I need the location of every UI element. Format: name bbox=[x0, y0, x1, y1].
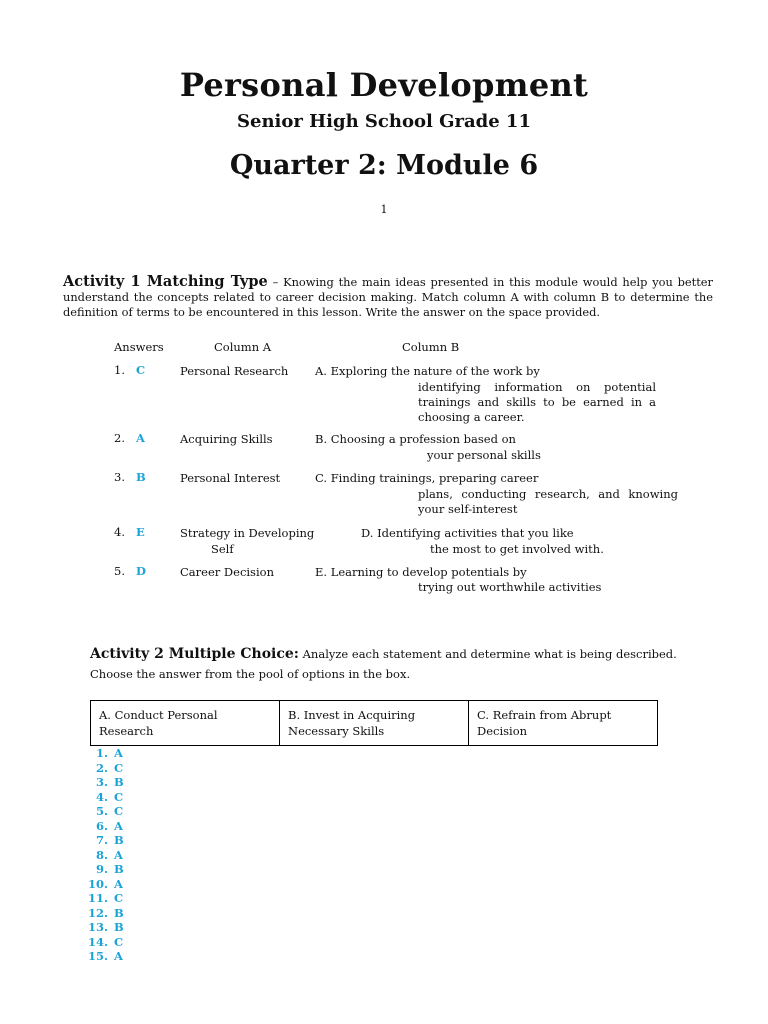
item-number: 14. bbox=[87, 934, 108, 949]
activity2-instructions-line2: Choose the answer from the pool of options in the box. bbox=[90, 667, 411, 681]
item-answer: B bbox=[114, 920, 124, 934]
column-b-definition: A. Exploring the nature of the work by bbox=[315, 364, 540, 378]
item-answer: A bbox=[114, 818, 123, 833]
list-item bbox=[84, 804, 124, 819]
page-number: 1 bbox=[380, 203, 388, 216]
item-number: 6. bbox=[95, 818, 108, 833]
list-item bbox=[84, 833, 124, 848]
column-b-definition-cont: identifying information on potential trainings and skills to be earned in a choosing a career. bbox=[418, 380, 656, 424]
item-answer: A bbox=[114, 876, 123, 891]
activity2-instructions-line1: Analyze each statement and determine what is being described. bbox=[298, 647, 677, 661]
item-answer: B bbox=[114, 862, 124, 876]
column-b-definition: D. Identifying activities that you like bbox=[361, 526, 574, 540]
item-answer: C bbox=[114, 789, 124, 804]
matching-answer: D bbox=[136, 564, 146, 578]
item-answer: B bbox=[114, 833, 124, 847]
option-a: A. Conduct Personal Research bbox=[99, 708, 218, 738]
item-answer: C bbox=[114, 891, 124, 905]
matching-row-number: 3. bbox=[114, 470, 125, 484]
activity2-heading: Activity 2 Multiple Choice: bbox=[90, 646, 299, 662]
document-title: Personal Development bbox=[179, 66, 589, 104]
list-item bbox=[84, 775, 124, 790]
module-heading: Quarter 2: Module 6 bbox=[229, 150, 539, 181]
column-b-definition: B. Choosing a profession based on bbox=[315, 432, 516, 446]
column-b-definition-cont: the most to get involved with. bbox=[430, 542, 604, 556]
item-number: 7. bbox=[95, 833, 108, 847]
activity1-intro bbox=[63, 274, 713, 320]
matching-row-number: 2. bbox=[114, 431, 125, 445]
list-item bbox=[84, 790, 124, 805]
item-number: 2. bbox=[95, 760, 108, 775]
column-b-header: Column B bbox=[402, 340, 460, 354]
item-number: 8. bbox=[95, 847, 108, 862]
list-item bbox=[84, 906, 124, 921]
matching-row-number: 4. bbox=[114, 525, 125, 539]
column-a-term: Personal Research bbox=[180, 364, 289, 378]
list-item bbox=[84, 862, 124, 877]
item-number: 5. bbox=[95, 804, 108, 818]
activity1-instructions: Knowing the main ideas presented in this module would help you better understand the concepts related to career decision making. Match column A with column B to determine the definition of terms to be encountered in this lesson. Write the answer on the space provided. bbox=[63, 275, 713, 319]
column-b-definition: C. Finding trainings, preparing career bbox=[315, 471, 539, 485]
item-number: 15. bbox=[87, 949, 108, 963]
column-a-term: Personal Interest bbox=[180, 471, 281, 485]
matching-answer: B bbox=[136, 470, 146, 484]
list-item bbox=[84, 877, 124, 892]
list-item bbox=[84, 920, 124, 935]
matching-answer: C bbox=[136, 363, 146, 377]
list-item bbox=[84, 935, 124, 950]
matching-answer: E bbox=[136, 525, 145, 539]
option-c: C. Refrain from Abrupt Decision bbox=[468, 701, 657, 745]
activity2-heading-line bbox=[90, 646, 677, 662]
list-item bbox=[84, 746, 124, 761]
item-number: 10. bbox=[87, 876, 108, 891]
column-a-term: Strategy in Developing bbox=[180, 526, 315, 540]
list-item bbox=[84, 761, 124, 776]
list-item bbox=[84, 949, 124, 964]
document-subtitle: Senior High School Grade 11 bbox=[237, 111, 531, 132]
item-number: 12. bbox=[87, 905, 108, 920]
matching-row-number: 5. bbox=[114, 564, 125, 578]
item-answer: A bbox=[114, 746, 123, 760]
column-b-definition-cont: trying out worthwhile activities bbox=[418, 580, 602, 594]
matching-answer: A bbox=[136, 431, 145, 445]
item-answer: A bbox=[114, 847, 123, 862]
column-a-term: Career Decision bbox=[180, 565, 274, 579]
item-number: 11. bbox=[87, 891, 108, 905]
item-answer: A bbox=[114, 949, 123, 963]
item-answer: B bbox=[114, 775, 124, 789]
item-number: 9. bbox=[95, 862, 108, 876]
column-b-definition-cont: your personal skills bbox=[427, 448, 541, 462]
answers-column-header: Answers bbox=[114, 340, 164, 354]
item-answer: C bbox=[114, 934, 124, 949]
list-item bbox=[84, 891, 124, 906]
matching-row-number: 1. bbox=[114, 363, 125, 377]
column-b-definition: E. Learning to develop potentials by bbox=[315, 565, 527, 579]
column-b-definition-cont: plans, conducting research, and knowing your self-interest bbox=[418, 487, 678, 516]
multiple-choice-answer-list bbox=[84, 746, 124, 964]
option-b: B. Invest in Acquiring Necessary Skills bbox=[279, 701, 468, 745]
list-item bbox=[84, 819, 124, 834]
item-answer: C bbox=[114, 804, 124, 818]
item-number: 1. bbox=[95, 746, 108, 760]
item-number: 3. bbox=[95, 775, 108, 789]
item-number: 4. bbox=[95, 789, 108, 804]
item-answer: C bbox=[114, 760, 124, 775]
item-answer: B bbox=[114, 905, 124, 920]
activity1-heading: Activity 1 Matching Type bbox=[63, 273, 268, 290]
list-item bbox=[84, 848, 124, 863]
column-a-term: Acquiring Skills bbox=[180, 432, 273, 446]
item-number: 13. bbox=[87, 920, 108, 934]
column-a-term-cont: Self bbox=[211, 542, 234, 556]
column-a-header: Column A bbox=[214, 340, 272, 354]
options-box bbox=[90, 700, 658, 746]
activity1-dash: – bbox=[267, 275, 284, 289]
